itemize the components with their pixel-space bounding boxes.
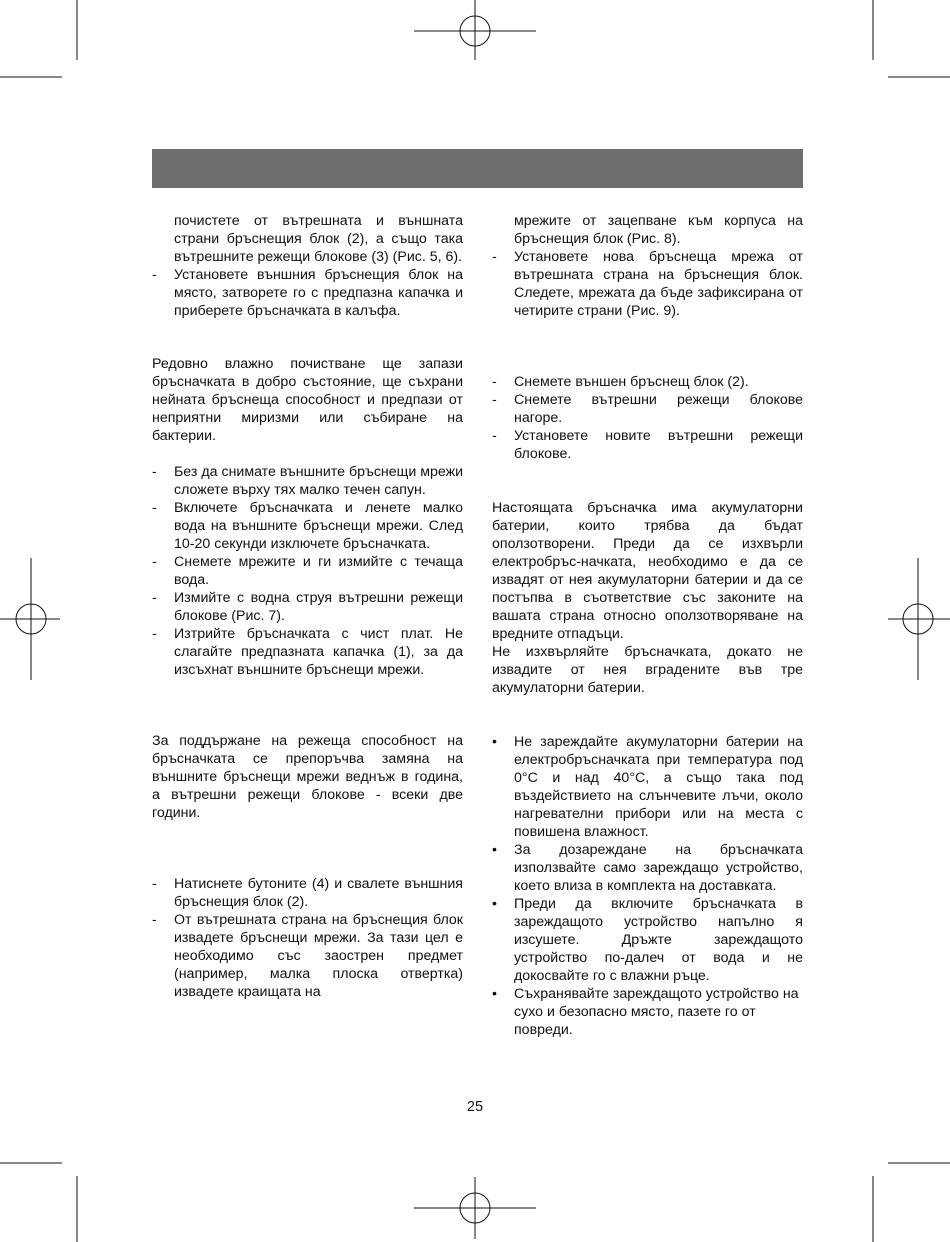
list-item: - Установете външния бръснещия блок на място, затворете го с предпазна капачка и приберете бръсначката в калъфа. <box>152 267 463 319</box>
intro-list <box>152 266 463 320</box>
section-header-bar <box>152 149 803 188</box>
list-item: - Натиснете бутоните (4) и свалете външния бръснещия блок (2). <box>152 876 463 910</box>
list-item: - Снемете външен бръснещ блок (2). <box>492 374 749 390</box>
disposal-paragraph: Настоящата бръсначка има акумулаторни батерии, които трябва да бъдат оползотворени. Преди да се изхвърли електробръс-начката, необходимо е да се извадят от нея акумулаторни батерии и да се постъпва в съответствие със законите на вашата страна относно оползотворяване на вредните отпадъци. <box>492 500 803 642</box>
list-item: - От вътрешната страна на бръснещия блок извадете бръснещи мрежи. За тази цел е необходимо със заострен предмет (например, малка плоска отвертка) извадете краищата на <box>152 912 463 1000</box>
list-item: • Преди да включите бръсначката в зареждащото устройство напълно я изсушете. Дръжте зареждащото устройство по-далеч от вода и не докосвайте го с влажни ръце. <box>492 896 803 984</box>
registration-mark-top <box>414 0 536 60</box>
list-item: - Установете новите вътрешни режещи блокове. <box>492 428 803 462</box>
wet-cleaning-paragraph: Редовно влажно почистване ще запази бръсначката в добро състояние, ще съхрани нейната бръснеща способност и предпази от неприятни миризми или събиране на бактерии. <box>152 356 463 444</box>
wet-cleaning-list <box>152 463 463 679</box>
bullet-marker: • <box>492 734 497 750</box>
list-item: • Не зареждайте акумулаторни батерии на електробръсначката при температура под 0°С и над 40°С, а също така под въздействието на слънчевите лъчи, около нагревателни прибори или на места с повишена влажност. <box>492 734 803 840</box>
safety-list <box>492 733 803 1039</box>
mesh-list <box>492 248 803 320</box>
list-item: - Без да снимате външните бръснещи мрежи сложете върху тях малко течен сапун. <box>152 464 463 498</box>
left-column <box>152 212 463 1001</box>
dash-marker: - <box>152 267 157 283</box>
cleaning-continuation-text: почистете от вътрешната и външната страни бръснещия блок (2), а също така вътрешните режещи блокове (3) (Рис. 5, 6). <box>174 213 463 265</box>
list-item: - Установете нова бръснеща мрежа от вътрешната страна на бръснещия блок. Следете, мрежата да бъде зафиксирана от четирите страни (Рис. 9). <box>492 249 803 319</box>
list-item: - Включете бръсначката и ленете малко вода на външните бръснещи мрежи. След 10-20 секунди изключете бръсначката. <box>152 500 463 552</box>
list-item: • За дозареждане на бръсначката използвайте само зареждащо устройство, което влиза в комплекта на доставката. <box>492 842 803 894</box>
list-item: - Изтрийте бръсначката с чист плат. Не слагайте предпазната капачка (1), за да изсъхнат външните бръснещи мрежи. <box>152 626 463 678</box>
right-column <box>492 212 803 1039</box>
registration-mark-right <box>888 558 950 680</box>
registration-mark-bottom <box>414 1177 536 1239</box>
list-item: - Снемете мрежите и ги измийте с течаща вода. <box>152 554 463 588</box>
replacement-list <box>152 875 463 1001</box>
registration-mark-left <box>0 558 60 680</box>
mesh-continuation-text: мрежите от зацепване към корпуса на бръснещия блок (Рис. 8). <box>514 213 803 247</box>
replacement-paragraph: За поддържане на режеща способност на бръсначката се препоръчва замяна на външните бръснещи мрежи веднъж в година, а вътрешни режещи блокове - всеки две години. <box>152 733 463 821</box>
list-item: - Измийте с водна струя вътрешни режещи блокове (Рис. 7). <box>152 590 463 624</box>
page-number: 25 <box>466 1099 484 1115</box>
disposal-paragraph-2: Не изхвърляйте бръсначката, докато не извадите от нея вградените във тре акумулаторни батерии. <box>492 644 803 696</box>
list-item: - Снемете вътрешни режещи блокове нагоре. <box>492 392 803 426</box>
blade-replacement-list <box>492 373 803 463</box>
list-item: • Съхранявайте зареждащото устройство на сухо и безопасно място, пазете го от повреди. <box>492 986 799 1038</box>
